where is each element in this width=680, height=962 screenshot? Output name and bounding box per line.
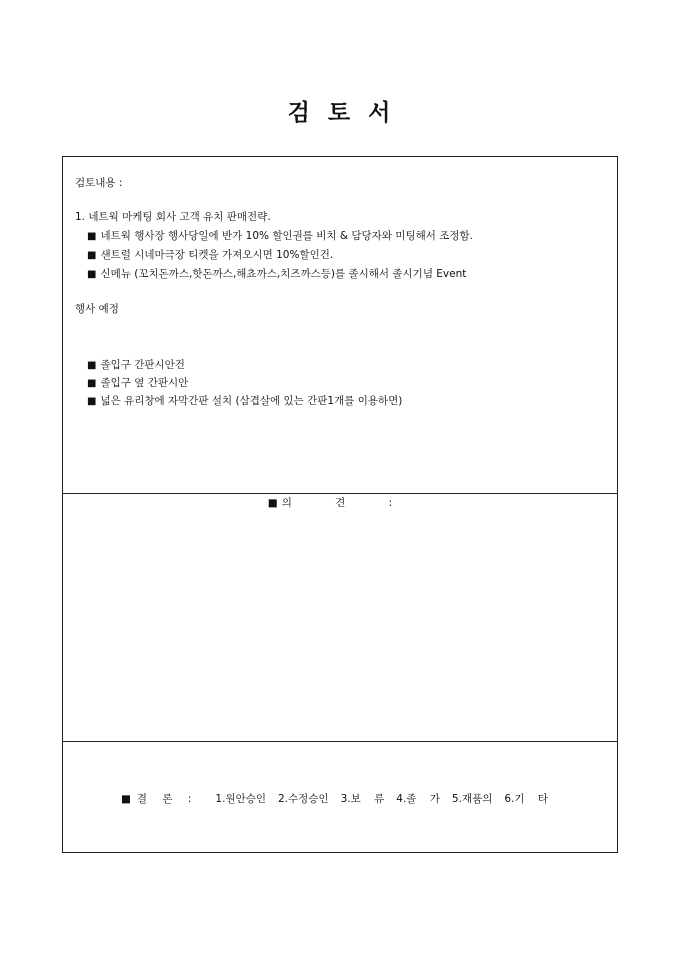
- option-resubmit: 5.재품의: [451, 793, 493, 805]
- conclusion-label: 결 론 :: [136, 793, 198, 805]
- opinion-section: [63, 494, 617, 742]
- option-rejected: 4.졸 가: [396, 793, 440, 805]
- bullet-square-icon: ■: [87, 396, 97, 407]
- opinion-header: [63, 496, 617, 510]
- bullet-square-icon: ■: [87, 250, 97, 261]
- strategy-item: 1. 네트웍 마케팅 회사 고객 유치 판매전략.: [75, 211, 271, 223]
- bullet-item: [87, 229, 473, 244]
- bullet-text: 신메뉴 (꼬치돈까스,핫돈까스,해쵸까스,치즈까스등)를 졸시해서 졸시기념 Event: [100, 268, 467, 280]
- option-hold: 3.보 류: [340, 793, 385, 805]
- conclusion-row: [121, 792, 548, 806]
- conclusion-section: [63, 742, 617, 852]
- bullet-item: [87, 376, 188, 391]
- option-other: 6.기 타: [504, 793, 549, 805]
- bullet-item: [87, 358, 185, 373]
- bullet-text: 네트웍 행사장 행사당일에 반가 10% 할인권를 비치 & 담당자와 미팅해서 조정함.: [100, 230, 473, 242]
- title-char-2: 토: [327, 100, 353, 126]
- review-label: 검토내용 :: [75, 177, 123, 189]
- opinion-bullet-icon: ■: [267, 497, 278, 509]
- bullet-item: [87, 394, 402, 409]
- opinion-label: 의 견 :: [281, 497, 413, 509]
- bullet-text: 졸입구 간판시안건: [100, 359, 185, 371]
- title-char-3: 서: [368, 100, 393, 126]
- bullet-text: 샌트럴 시네마극장 티켓을 가져오시면 10%할인건.: [100, 249, 334, 261]
- bullet-square-icon: ■: [87, 231, 97, 242]
- conclusion-bullet-icon: ■: [121, 793, 131, 805]
- review-content-section: [63, 157, 617, 494]
- bullet-square-icon: ■: [87, 269, 97, 280]
- bullet-item: [87, 267, 466, 282]
- review-form: [62, 156, 618, 853]
- bullet-item: [87, 248, 333, 263]
- bullet-square-icon: ■: [87, 360, 97, 371]
- option-modified-approval: 2.수정승인: [278, 793, 329, 805]
- bullet-text: 졸입구 옆 간판시안: [100, 377, 189, 389]
- bullet-text: 넓은 유리창에 자막간판 설치 (삼겹살에 있는 간판1개를 이용하면): [100, 395, 403, 407]
- bullet-square-icon: ■: [87, 378, 97, 389]
- option-original-approval: 1.원안승인: [215, 793, 267, 805]
- schedule-label: 행사 예정: [75, 303, 119, 315]
- title-char-1: 검: [287, 100, 312, 126]
- document-title: [0, 94, 680, 127]
